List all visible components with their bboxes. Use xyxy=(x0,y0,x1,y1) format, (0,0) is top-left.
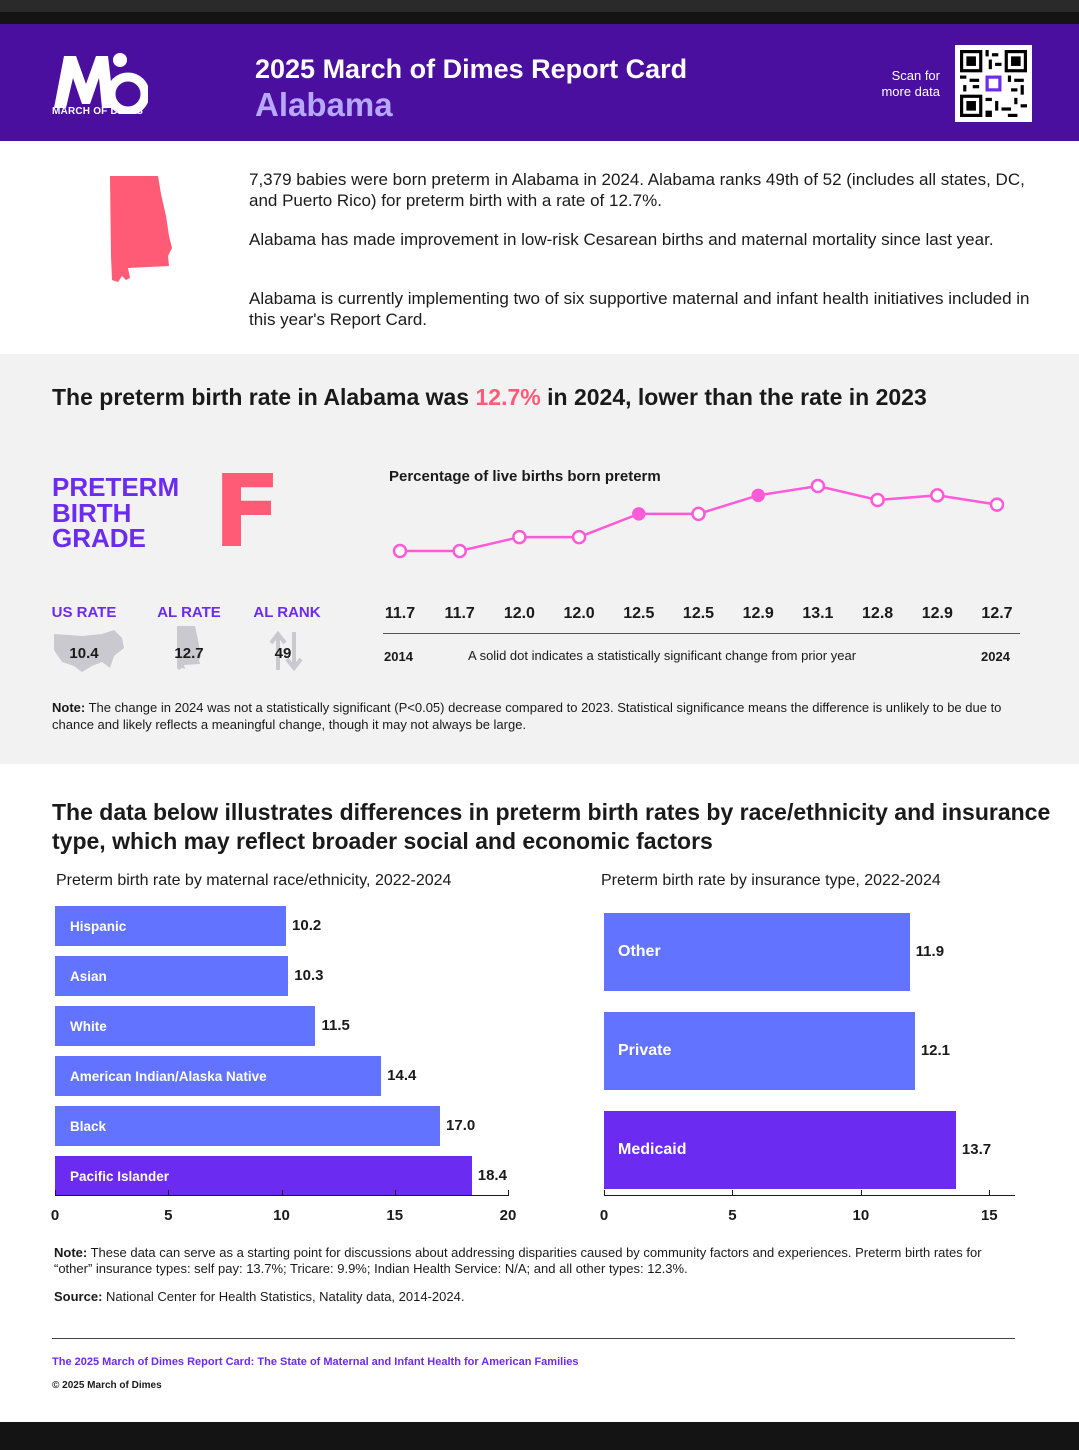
alabama-map-icon xyxy=(108,176,174,282)
x-axis xyxy=(604,1195,1015,1196)
x-tick-label: 10 xyxy=(273,1207,290,1224)
intro-section xyxy=(0,141,1079,354)
trend-value-2019: 12.5 xyxy=(682,605,715,622)
trend-value-2024: 12.7 xyxy=(981,605,1013,622)
footer-title: The 2025 March of Dimes Report Card: The State of Maternal and Infant Health for American Families xyxy=(52,1356,579,1368)
us-rate-label: US RATE xyxy=(51,604,117,621)
headline-rate: 12.7% xyxy=(475,384,541,410)
al-rank-value: 49 xyxy=(274,645,292,662)
bar-value: 10.3 xyxy=(294,967,324,984)
grade-letter: F xyxy=(213,453,282,570)
x-tick xyxy=(55,1190,56,1196)
trend-value-2014: 11.7 xyxy=(384,605,416,622)
trend-axis-rule xyxy=(383,633,1020,634)
bar-hispanic xyxy=(55,906,286,946)
trend-value-2018: 12.5 xyxy=(623,605,655,622)
x-tick xyxy=(989,1190,990,1196)
bar-pacific-islander xyxy=(55,1156,472,1196)
al-rate-label: AL RATE xyxy=(157,604,221,621)
trend-value-2021: 13.1 xyxy=(802,605,834,622)
bar-label: Private xyxy=(618,1042,672,1059)
bar-label: White xyxy=(70,1018,107,1034)
note-text: The change in 2024 was not a statistically significant (P<0.05) decrease compared to 2023. Statistical significance means the difference is unlikely to be due to chance and likely reflects a meaningful change, though it may not always be large. xyxy=(52,700,1002,732)
x-tick xyxy=(861,1190,862,1196)
note-label: Note: xyxy=(52,700,86,715)
bar-value: 17.0 xyxy=(446,1117,476,1134)
bar-black xyxy=(55,1106,440,1146)
preterm-rate-section xyxy=(0,354,1079,764)
top-bar xyxy=(0,0,1079,24)
footer-divider xyxy=(52,1338,1015,1339)
trend-value-2016: 12.0 xyxy=(503,605,535,622)
disparities-note xyxy=(54,1245,1014,1277)
bar-label: Medicaid xyxy=(618,1141,687,1158)
source-label: Source: xyxy=(54,1289,103,1304)
note-label: Note: xyxy=(54,1245,88,1260)
source-text: National Center for Health Statistics, Natality data, 2014-2024. xyxy=(102,1289,465,1304)
trend-point-2021 xyxy=(812,480,824,492)
bar-asian xyxy=(55,956,288,996)
scan-prompt: Scan for more data xyxy=(881,68,940,99)
trend-point-2015 xyxy=(454,545,466,557)
bar-label: Hispanic xyxy=(70,918,127,934)
bottom-bar xyxy=(0,1422,1079,1450)
race-chart-title: Preterm birth rate by maternal race/ethnicity, 2022-2024 xyxy=(56,872,452,889)
trend-point-2017 xyxy=(573,531,585,543)
trend-point-2019 xyxy=(693,508,705,520)
bar-label: American Indian/Alaska Native xyxy=(70,1068,267,1084)
x-tick xyxy=(604,1190,605,1196)
trend-start-year: 2014 xyxy=(384,649,413,664)
trend-end-year: 2024 xyxy=(981,649,1010,664)
x-tick-label: 0 xyxy=(50,1207,60,1224)
bar-white xyxy=(55,1006,315,1046)
qr-code-icon[interactable] xyxy=(955,45,1032,122)
x-tick-label: 15 xyxy=(980,1207,998,1224)
bar-value: 13.7 xyxy=(961,1141,992,1158)
logo-wordmark: MARCH OF DIMES xyxy=(52,106,144,117)
x-tick xyxy=(168,1190,169,1196)
report-header xyxy=(0,24,1079,141)
x-tick-label: 5 xyxy=(164,1207,173,1224)
trend-point-2020 xyxy=(753,490,764,501)
march-of-dimes-logo xyxy=(52,52,148,114)
disparities-headline: The data below illustrates differences in preterm birth rates by race/ethnicity and insurance type, which may reflect broader social and economic factors xyxy=(52,799,1051,854)
x-tick-label: 10 xyxy=(852,1207,870,1224)
insurance-chart-title: Preterm birth rate by insurance type, 2022-2024 xyxy=(601,872,941,889)
bar-other xyxy=(604,913,910,991)
bar-label: Black xyxy=(70,1118,107,1134)
trend-note: A solid dot indicates a statistically significant change from prior year xyxy=(468,648,857,663)
trend-value-2015: 11.7 xyxy=(444,605,475,622)
state-name: Alabama xyxy=(255,86,393,123)
headline-text-end: in 2024, lower than the rate in 2023 xyxy=(540,384,927,410)
us-rate-value: 10.4 xyxy=(69,645,99,662)
report-title: 2025 March of Dimes Report Card xyxy=(255,54,688,84)
al-rank-label: AL RANK xyxy=(253,604,321,621)
trend-point-2018 xyxy=(633,508,644,519)
trend-value-2020: 12.9 xyxy=(742,605,774,622)
bar-label: Pacific Islander xyxy=(70,1168,170,1184)
line-chart-title: Percentage of live births born preterm xyxy=(389,468,661,485)
x-tick-label: 20 xyxy=(499,1207,517,1224)
intro-paragraph-1: 7,379 babies were born preterm in Alabama in 2024. Alabama ranks 49th of 52 (includes all states, DC, and Puerto Rico) for preterm birth with a rate of 12.7%. xyxy=(249,170,1025,210)
bar-private xyxy=(604,1012,915,1090)
bar-american-indian-alaska-native xyxy=(55,1056,381,1096)
intro-paragraph-2: Alabama has made improvement in low-risk Cesarean births and maternal mortality since last year. xyxy=(249,230,994,249)
preterm-headline xyxy=(52,382,1012,412)
trend-value-2017: 12.0 xyxy=(563,605,595,622)
trend-value-2022: 12.8 xyxy=(862,605,894,622)
x-tick xyxy=(508,1190,509,1196)
bar-value: 12.1 xyxy=(920,1042,951,1059)
trend-point-2023 xyxy=(931,489,943,501)
note-text: These data can serve as a starting point for discussions about addressing disparities caused by community factors and experiences. Preterm birth rates for “other” insurance types: self pay: 13.7%; Tricare: 9.9%; Indian Health Service: N/A; and all other types: 12.3%. xyxy=(54,1245,982,1276)
bar-value: 18.4 xyxy=(477,1167,507,1184)
preterm-trend-line-chart xyxy=(380,474,1030,574)
bar-value: 11.9 xyxy=(915,943,945,960)
trend-point-2022 xyxy=(872,494,884,506)
trend-point-2024 xyxy=(991,499,1003,511)
bar-value: 10.2 xyxy=(292,917,322,934)
x-tick-label: 0 xyxy=(599,1207,609,1224)
disparities-section xyxy=(0,764,1079,1422)
trend-value-2023: 12.9 xyxy=(921,605,953,622)
footer-copyright: © 2025 March of Dimes xyxy=(52,1380,162,1391)
bar-label: Other xyxy=(618,943,661,960)
x-tick xyxy=(282,1190,283,1196)
intro-paragraph-3: Alabama is currently implementing two of six supportive maternal and infant health initiatives included in this year's Report Card. xyxy=(249,289,1030,329)
x-tick-label: 5 xyxy=(728,1207,737,1224)
headline-text: The preterm birth rate in Alabama was xyxy=(52,384,476,410)
bar-value: 14.4 xyxy=(387,1067,417,1084)
source-line xyxy=(54,1289,464,1304)
x-tick xyxy=(395,1190,396,1196)
bar-value: 11.5 xyxy=(321,1017,350,1034)
al-rate-value: 12.7 xyxy=(174,645,204,662)
x-tick xyxy=(732,1190,733,1196)
significance-note xyxy=(52,699,1027,733)
trend-point-2014 xyxy=(394,545,406,557)
grade-label: PRETERM BIRTH GRADE xyxy=(52,472,180,553)
bar-label: Asian xyxy=(70,968,107,984)
x-tick-label: 15 xyxy=(386,1207,404,1224)
trend-point-2016 xyxy=(513,531,525,543)
bar-medicaid xyxy=(604,1111,956,1189)
